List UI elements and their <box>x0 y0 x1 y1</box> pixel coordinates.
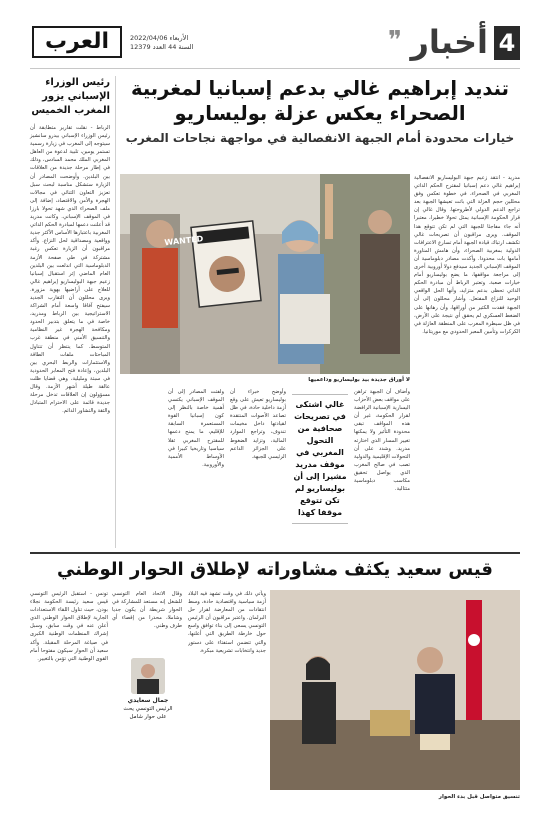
author-portrait <box>131 658 165 694</box>
photo-caption: لا أوراق جديدة بيد بوليساريو وداعميها <box>308 377 410 383</box>
main-bottom-column-1: وأضاف أن الجبهة تراهن على مواقف بعض الأحزاب اليسارية الإسبانية الرافضة لقرار الحكومة، غير أن هذه المواقف تبقى محدودة التأثير ولا يمكنها تغيير المسار الذي اختارته مدريد. وشدد على أن التحولات الإقليمية والدولية تصب في صالح المغرب الذي يواصل تحقيق مكاسب دبلوماسية متتالية. <box>354 389 410 493</box>
pull-quote: غالي اشتكى في تصريحات صحافية من التحول المغربي في موقف مدريد مشيرا إلى أن بوليساريو لم تكن تتوقع موقفا كهذا <box>292 394 348 524</box>
main-bottom-column-2: وأوضح خبراء أن بوليساريو تعيش على وقع أزمة داخلية حادة، في ظل تصاعد الأصوات المنتقدة لقيادتها داخل مخيمات تندوف، وتراجع الموارد المالية، وتزايد الضغوط على الجزائر الداعم الرئيسي للجبهة. <box>230 389 286 460</box>
protest-photo-illustration <box>120 174 410 374</box>
page-header <box>30 18 520 64</box>
date-line: الأربعاء 2022/04/06 <box>130 34 189 42</box>
second-column-1: تونس - استقبل الرئيس التونسي قيس سعيد رئيسة الحكومة نجلاء بودن، حيث تناول اللقاء الاستعدادات الجارية لإطلاق الحوار الوطني الذي أعلن عنه في وقت سابق، وسبل إشراك المنظمات الوطنية الكبرى في صياغة المرحلة المقبلة. وأكد سعيد أن الحوار سيكون مفتوحا أمام القوى الوطنية التي تؤمن بالتغيير. <box>30 591 108 662</box>
column-rule <box>115 76 116 548</box>
issue-meta <box>130 34 193 52</box>
svg-text:WANTED: WANTED <box>164 234 204 248</box>
second-column-2: ويأتي ذلك في وقت تشهد فيه البلاد أزمة سياسية واقتصادية حادة، وسط انتقادات من المعارضة لقرار حل البرلمان. واعتبر مراقبون أن الرئيس التونسي يسعى إلى بناء توافق واسع حول خارطة الطريق التي أعلنها، والتي تتضمن استفتاء على دستور جديد وانتخابات تشريعية مبكرة. <box>188 591 266 654</box>
main-right-column: مدريد - انتقد زعيم جبهة البوليساريو الانفصالية إبراهيم غالي دعم إسبانيا لمقترح الحكم الذاتي المغربي في الصحراء، في خطوة تعكس وفق محللين حجم العزلة التي باتت تعيشها الجبهة بعد تراجع الدعم الدولي لأطروحتها. وقال غالي إن قرار الحكومة الإسبانية يمثل تحولا خطيرا، معتبرا أنه جاء مفاجئا للجبهة التي لم تكن تتوقع هذا الموقف. ويرى مراقبون أن تصريحات غالي تكشف ارتباك قيادة الجبهة أمام تسارع الاعترافات الدولية بمغربية الصحراء، وأن هامش المناورة أمامها بات محدودا. وأكدت مصادر دبلوماسية أن الموقف الإسباني الجديد سيدفع دولا أوروبية أخرى إلى مراجعة مواقفها، ما يضع بوليساريو أمام خيارات صعبة. وتعتبر الرباط أن مبادرة الحكم الذاتي تحظى بدعم متزايد، وأنها الحل الواقعي الوحيد للنزاع المفتعل. وأشار محللون إلى أن الجبهة فقدت الكثير من أوراقها، وأن رهانها على الضغط العسكري لم يحقق أي نتيجة على الأرض، في ظل سيطرة المغرب على المنطقة العازلة في الكركرات وتأمين المعبر الحدودي مع موريتانيا. <box>414 175 520 335</box>
main-bottom-column-3: ولفتت المصادر إلى أن الموقف الإسباني يكتسي أهمية خاصة بالنظر إلى كون إسبانيا القوة المستعمرة السابقة للإقليم، ما يمنح دعمها للمقترح المغربي ثقلا سياسيا وتاريخيا كبيرا في الأوساط الأممية والأوروبية. <box>168 389 224 468</box>
main-headline: تنديد إبراهيم غالي بدعم إسبانيا لمغربية الصحراء يعكس عزلة بوليساريو <box>131 77 509 125</box>
sidebar-body: الرباط - نقلت تقارير متطابقة أن رئيس الوزراء الإسباني بيدرو سانشيز سيتوجه إلى المغرب في زيارة رسمية تستمر يومين، تلبية لدعوة من العاهل المغربي الملك محمد السادس، وذلك في إطار مرحلة جديدة من العلاقات بين البلدين. وأوضحت المصادر أن الزيارة ستشكل مناسبة لبحث سبل تعزيز التعاون الثنائي في مجالات الهجرة والأمن والاقتصاد، إضافة إلى ملف الصحراء الذي شهد تحولا بارزا في الموقف الإسباني. وكانت مدريد قد أعلنت دعمها لمبادرة الحكم الذاتي المغربية باعتبارها الأساس الأكثر جدية وواقعية ومصداقية لحل النزاع. وأكد مراقبون أن الزيارة تعكس رغبة مشتركة في طي صفحة الأزمة الدبلوماسية التي اندلعت بين البلدين العام الماضي إثر استقبال إسبانيا زعيم جبهة البوليساريو إبراهيم غالي للعلاج على أراضيها بهوية مزورة. ويرى محللون أن التقارب الجديد سيفتح آفاقا واسعة أمام الشراكة الاستراتيجية بين الرباط ومدريد، خاصة في ما يتعلق بتدبير الحدود ومكافحة الهجرة غير النظامية والتنسيق الأمني في منطقة غرب المتوسط. كما ينتظر أن تتناول المباحثات ملفات الطاقة والاستثمارات والربط البحري بين البلدين، وإعادة فتح المعابر الحدودية في سبتة ومليلية، وهي قضايا ظلت عالقة طيلة أشهر الأزمة. وقال مسؤولون إن العلاقات تدخل مرحلة جديدة قائمة على الاحترام المتبادل والثقة والتشاور الدائم. <box>30 125 110 415</box>
issue-line: السنة 44 العدد 12379 <box>130 43 194 51</box>
article-divider <box>30 552 520 554</box>
meeting-photo-caption: تنسيق متواصل قبل بدء الحوار <box>438 794 520 800</box>
section-number: 4 <box>494 26 520 60</box>
main-article <box>120 76 520 548</box>
second-column-3: وقال الاتحاد العام التونسي للشغل إنه مستعد للمشاركة في الحوار شريطة أن يكون جديا وشاملا، محذرا من إقصاء أي طرف وطني. <box>112 591 182 630</box>
second-headline: قيس سعيد يكثف مشاوراته لإطلاق الحوار الوطني <box>57 559 493 580</box>
author-box <box>118 658 178 721</box>
sidebar-title: رئيس الوزراء الإسباني يزور المغرب الخميس <box>31 77 110 116</box>
header-rule <box>30 68 520 69</box>
section-name: أخبار <box>410 23 488 61</box>
newspaper-logo: العرب <box>32 26 122 58</box>
newspaper-page <box>30 18 520 810</box>
sidebar-article <box>30 76 110 548</box>
main-subhead: خيارات محدودة أمام الجبهة الانفصالية في مواجهة نجاحات المغرب <box>125 131 515 145</box>
quote-mark-icon: ❞ <box>388 26 402 56</box>
meeting-photo-illustration <box>270 590 520 790</box>
author-name: جمال سعايدي <box>127 697 169 704</box>
author-portrait-illustration <box>131 658 165 694</box>
author-role: الرئيس التونسي يحث على حوار شامل <box>123 706 173 720</box>
protest-photo <box>120 174 410 374</box>
meeting-photo <box>270 590 520 790</box>
